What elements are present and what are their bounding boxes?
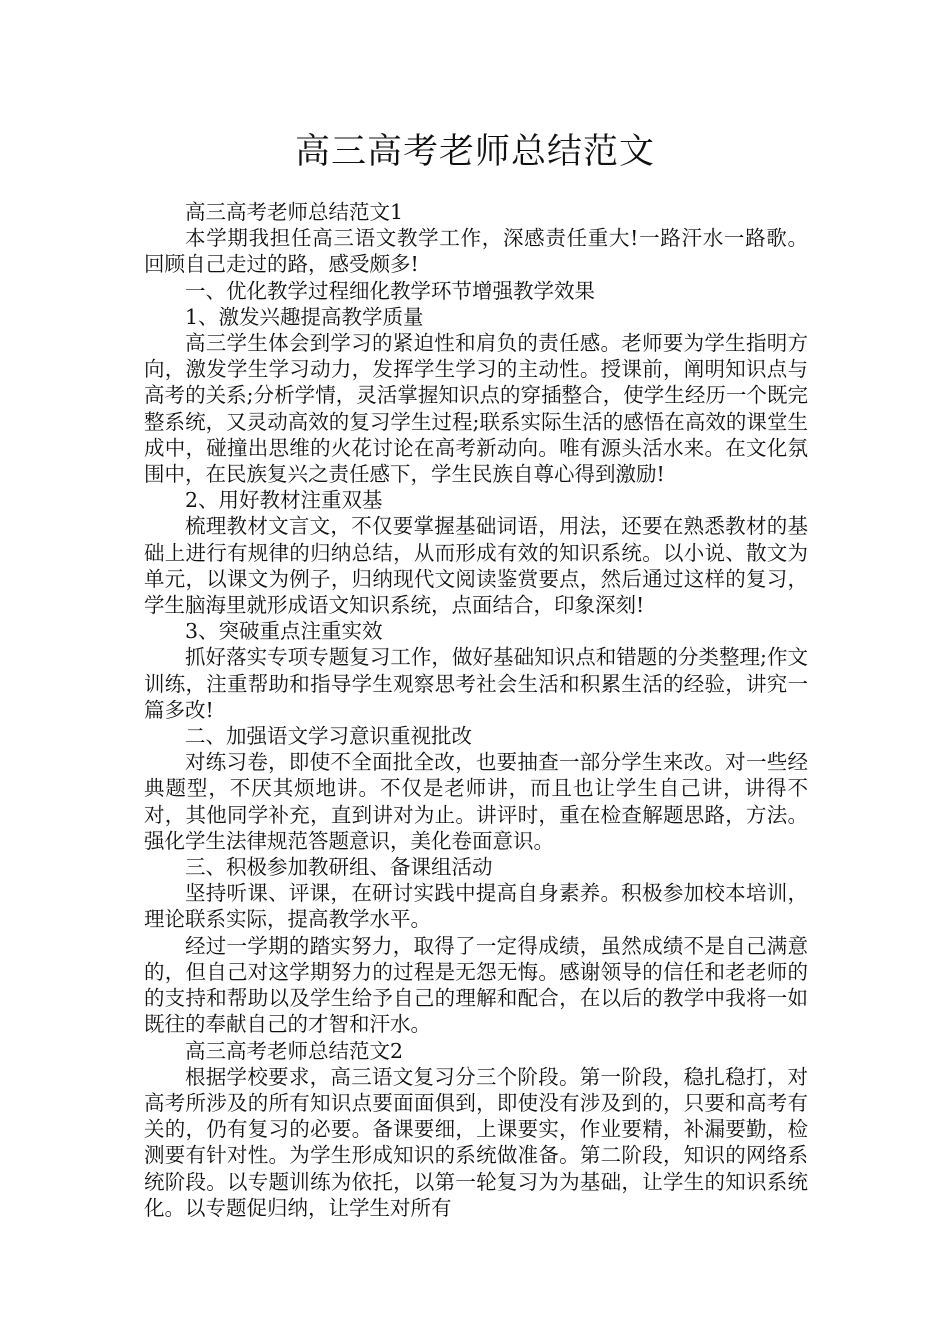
paragraph: 高三学生体会到学习的紧迫性和肩负的责任感。老师要为学生指明方向，激发学生学习动力，发挥学生学习的主动性。授课前，阐明知识点与高考的关系;分析学情，灵活掌握知识点的穿插整合，使学生经历一个既完整系统，又灵动高效的复习学生过程;联系实际生活的感悟在高效的课堂生成中，碰撞出思维的火花讨论在高考新动向。唯有源头活水来。在文化氛围中，在民族复兴之责任感下，学生民族自尊心得到激励! bbox=[144, 331, 808, 487]
paragraph: 一、优化教学过程细化教学环节增强教学效果 bbox=[185, 278, 595, 303]
paragraph: 坚持听课、评课，在研讨实践中提高自身素养。积极参加校本培训，理论联系实际，提高教学水平。 bbox=[144, 881, 808, 932]
paragraph: 经过一学期的踏实努力，取得了一定得成绩，虽然成绩不是自己满意的，但自己对这学期努力的过程是无怨无悔。感谢领导的信任和老老师的的支持和帮助以及学生给予自己的理解和配合，在以后的教学中我将一如既往的奉献自己的才智和汗水。 bbox=[144, 933, 808, 1037]
paragraph: 三、积极参加教研组、备课组活动 bbox=[185, 855, 493, 880]
paragraph: 高三高考老师总结范文1 bbox=[185, 200, 404, 224]
paragraph: 根据学校要求，高三语文复习分三个阶段。第一阶段，稳扎稳打，对高考所涉及的所有知识点要面面俱到，即使没有涉及到的，只要和高考有关的，仍有复习的必要。备课要细，上课要实，作业要精，补漏要勤，检测要有针对性。为学生形成知识的系统做准备。第二阶段，知识的网络系统阶段。以专题训练为依托，以第一轮复习为为基础，让学生的知识系统化。以专题促归纳，让学生对所有 bbox=[144, 1064, 808, 1220]
paragraph: 对练习卷，即使不全面批全改，也要抽查一部分学生来改。对一些经典题型，不厌其烦地讲。不仅是老师讲，而且也让学生自己讲，讲得不对，其他同学补充，直到讲对为止。讲评时，重在检查解题思路，方法。强化学生法律规范答题意识，美化卷面意识。 bbox=[144, 750, 808, 853]
paragraph: 2、用好教材注重双基 bbox=[185, 488, 383, 513]
paragraph: 3、突破重点注重实效 bbox=[185, 619, 383, 644]
paragraph: 高三高考老师总结范文2 bbox=[185, 1038, 404, 1063]
document-title: 高三高考老师总结范文 bbox=[294, 132, 655, 172]
paragraph: 二、加强语文学习意识重视批改 bbox=[185, 724, 472, 749]
document-body bbox=[144, 199, 808, 1221]
paragraph: 本学期我担任高三语文教学工作，深感责任重大!一路汗水一路歌。回顾自己走过的路，感受颇多! bbox=[144, 226, 808, 277]
paragraph: 梳理教材文言文，不仅要掌握基础词语，用法，还要在熟悉教材的基础上进行有规律的归纳总结，从而形成有效的知识系统。以小说、散文为单元，以课文为例子，归纳现代文阅读鉴赏要点，然后通过这样的复习，学生脑海里就形成语文知识系统，点面结合，印象深刻! bbox=[144, 514, 808, 618]
paragraph: 抓好落实专项专题复习工作，做好基础知识点和错题的分类整理;作文训练，注重帮助和指导学生观察思考社会生活和积累生活的经验，讲究一篇多改! bbox=[144, 645, 808, 722]
paragraph: 1、激发兴趣提高教学质量 bbox=[185, 304, 424, 329]
